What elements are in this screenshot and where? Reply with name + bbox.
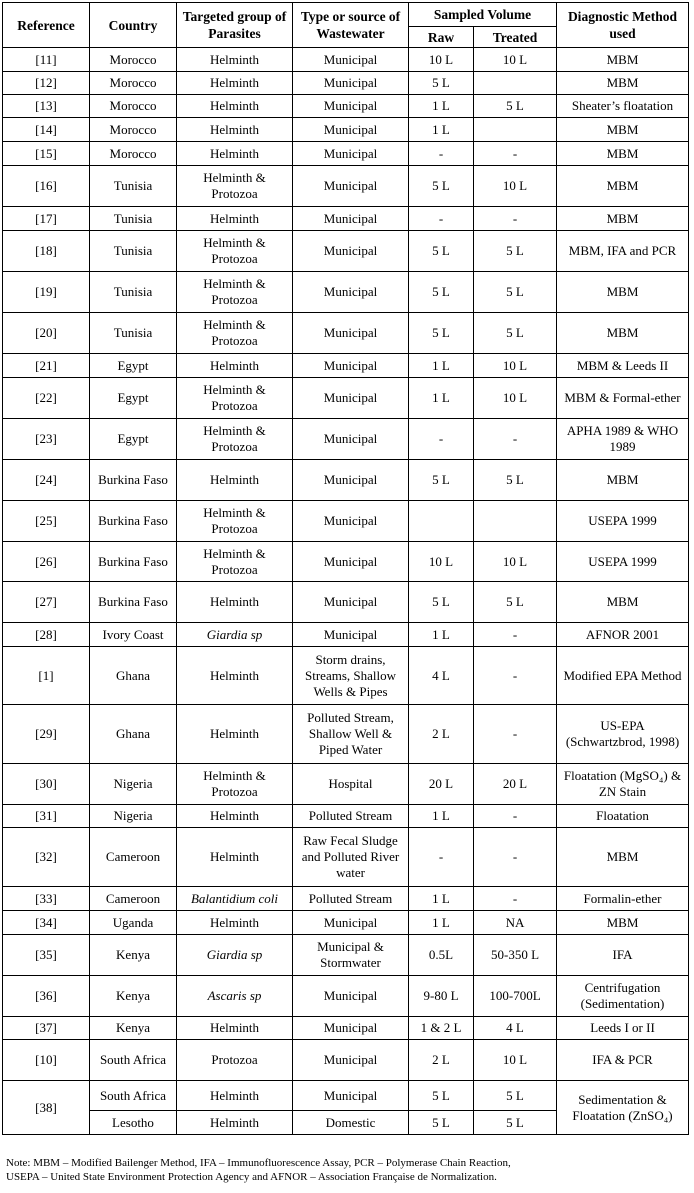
cell-raw-volume: -: [409, 207, 474, 231]
cell-raw-volume: 1 & 2 L: [409, 1017, 474, 1040]
cell-wastewater-type: Municipal: [293, 142, 409, 166]
cell-targeted-group: Helminth: [177, 582, 293, 623]
cell-diagnostic-method: USEPA 1999: [557, 542, 689, 582]
cell-raw-volume: 1 L: [409, 378, 474, 419]
cell-targeted-group: Helminth: [177, 72, 293, 95]
cell-wastewater-type: Municipal: [293, 118, 409, 142]
cell-diagnostic-method: APHA 1989 & WHO 1989: [557, 419, 689, 460]
cell-raw-volume: 0.5L: [409, 935, 474, 976]
cell-reference: [11]: [3, 48, 90, 72]
cell-diagnostic-method: MBM: [557, 582, 689, 623]
cell-reference: [27]: [3, 582, 90, 623]
cell-treated-volume: -: [474, 142, 557, 166]
header-targeted-group: Targeted group of Parasites: [177, 3, 293, 48]
cell-targeted-group: Helminth: [177, 48, 293, 72]
cell-treated-volume: 10 L: [474, 166, 557, 207]
cell-diagnostic-method: Modified EPA Method: [557, 647, 689, 705]
cell-reference: [15]: [3, 142, 90, 166]
cell-wastewater-type: Municipal: [293, 911, 409, 935]
cell-raw-volume: 1 L: [409, 911, 474, 935]
table-row: [3, 935, 689, 976]
cell-country: South Africa: [90, 1081, 177, 1111]
footnote-line-1: Note: MBM – Modified Bailenger Method, IFA – Immunofluorescence Assay, PCR – Polymerase Chain Reaction,: [6, 1157, 511, 1169]
cell-country: Burkina Faso: [90, 501, 177, 542]
cell-reference: [25]: [3, 501, 90, 542]
cell-wastewater-type: Municipal: [293, 419, 409, 460]
cell-country: Ivory Coast: [90, 623, 177, 647]
cell-treated-volume: 5 L: [474, 582, 557, 623]
cell-diagnostic-method: AFNOR 2001: [557, 623, 689, 647]
header-diagnostic-method: Diagnostic Method used: [557, 3, 689, 48]
cell-targeted-group: Helminth: [177, 207, 293, 231]
cell-country: Tunisia: [90, 231, 177, 272]
table-row: [3, 1040, 689, 1081]
cell-raw-volume: 5 L: [409, 582, 474, 623]
cell-diagnostic-method: Centrifugation (Sedimentation): [557, 976, 689, 1017]
table-footnote: [6, 1156, 690, 1184]
cell-diagnostic-method: MBM: [557, 142, 689, 166]
cell-diagnostic-method: MBM: [557, 118, 689, 142]
table-row: [3, 1081, 689, 1111]
cell-raw-volume: 1 L: [409, 623, 474, 647]
table-row: [3, 460, 689, 501]
table-row: [3, 647, 689, 705]
cell-raw-volume: 1 L: [409, 95, 474, 118]
cell-raw-volume: 1 L: [409, 887, 474, 911]
header-raw: Raw: [409, 27, 474, 48]
cell-targeted-group: Helminth & Protozoa: [177, 542, 293, 582]
cell-treated-volume: -: [474, 623, 557, 647]
cell-wastewater-type: Municipal: [293, 231, 409, 272]
cell-raw-volume: 2 L: [409, 1040, 474, 1081]
cell-treated-volume: [474, 118, 557, 142]
cell-raw-volume: -: [409, 419, 474, 460]
header-country: Country: [90, 3, 177, 48]
cell-wastewater-type: Municipal: [293, 623, 409, 647]
cell-wastewater-type: Polluted Stream: [293, 805, 409, 828]
cell-reference: [37]: [3, 1017, 90, 1040]
cell-wastewater-type: Municipal: [293, 378, 409, 419]
cell-raw-volume: -: [409, 142, 474, 166]
cell-country: South Africa: [90, 1040, 177, 1081]
cell-country: Morocco: [90, 72, 177, 95]
cell-country: Egypt: [90, 378, 177, 419]
cell-targeted-group: Helminth & Protozoa: [177, 231, 293, 272]
table-row: [3, 582, 689, 623]
cell-targeted-group: Helminth: [177, 1017, 293, 1040]
table-row: [3, 976, 689, 1017]
cell-wastewater-type: Municipal: [293, 95, 409, 118]
table-row: [3, 72, 689, 95]
table-row: [3, 911, 689, 935]
cell-raw-volume: 9-80 L: [409, 976, 474, 1017]
cell-wastewater-type: Municipal: [293, 166, 409, 207]
table-row: [3, 828, 689, 887]
cell-country: Cameroon: [90, 828, 177, 887]
cell-raw-volume: 10 L: [409, 542, 474, 582]
cell-reference: [10]: [3, 1040, 90, 1081]
cell-raw-volume: 5 L: [409, 1111, 474, 1135]
cell-country: Uganda: [90, 911, 177, 935]
table-row: [3, 542, 689, 582]
cell-wastewater-type: Municipal: [293, 1017, 409, 1040]
cell-country: Nigeria: [90, 764, 177, 805]
cell-reference: [12]: [3, 72, 90, 95]
cell-treated-volume: 10 L: [474, 1040, 557, 1081]
cell-raw-volume: 5 L: [409, 72, 474, 95]
cell-targeted-group: Helminth & Protozoa: [177, 166, 293, 207]
cell-wastewater-type: Municipal: [293, 72, 409, 95]
cell-treated-volume: 5 L: [474, 460, 557, 501]
table-body: [3, 48, 689, 1135]
cell-wastewater-type: Municipal: [293, 976, 409, 1017]
header-wastewater-type: Type or source of Wastewater: [293, 3, 409, 48]
table-row: [3, 142, 689, 166]
cell-country: Burkina Faso: [90, 542, 177, 582]
cell-raw-volume: 5 L: [409, 166, 474, 207]
cell-wastewater-type: Municipal: [293, 207, 409, 231]
cell-country: Tunisia: [90, 207, 177, 231]
cell-treated-volume: -: [474, 887, 557, 911]
cell-treated-volume: -: [474, 705, 557, 764]
cell-diagnostic-method: MBM: [557, 72, 689, 95]
cell-country: Kenya: [90, 976, 177, 1017]
header-reference: Reference: [3, 3, 90, 48]
cell-diagnostic-method: MBM & Formal-ether: [557, 378, 689, 419]
cell-country: Tunisia: [90, 272, 177, 313]
cell-raw-volume: 2 L: [409, 705, 474, 764]
footnote-line-2: USEPA – United State Environment Protection Agency and AFNOR – Association Française de Normalization.: [6, 1171, 497, 1183]
cell-diagnostic-method: MBM, IFA and PCR: [557, 231, 689, 272]
cell-wastewater-type: Municipal: [293, 48, 409, 72]
cell-treated-volume: -: [474, 207, 557, 231]
cell-country: Nigeria: [90, 805, 177, 828]
cell-treated-volume: 50-350 L: [474, 935, 557, 976]
table-row: [3, 764, 689, 805]
cell-country: Morocco: [90, 142, 177, 166]
cell-treated-volume: -: [474, 828, 557, 887]
cell-reference: [32]: [3, 828, 90, 887]
cell-reference: [14]: [3, 118, 90, 142]
cell-targeted-group: Helminth: [177, 1081, 293, 1111]
cell-wastewater-type: Municipal: [293, 1081, 409, 1111]
table-row: [3, 118, 689, 142]
cell-reference: [29]: [3, 705, 90, 764]
cell-targeted-group: Helminth: [177, 118, 293, 142]
table-row: [3, 705, 689, 764]
cell-targeted-group: Balantidium coli: [177, 887, 293, 911]
cell-reference: [16]: [3, 166, 90, 207]
cell-targeted-group: Helminth & Protozoa: [177, 419, 293, 460]
cell-reference: [20]: [3, 313, 90, 354]
cell-treated-volume: 5 L: [474, 272, 557, 313]
cell-targeted-group: Helminth: [177, 354, 293, 378]
cell-reference: [38]: [3, 1081, 90, 1135]
cell-treated-volume: 5 L: [474, 1111, 557, 1135]
cell-targeted-group: Helminth & Protozoa: [177, 764, 293, 805]
cell-targeted-group: Helminth: [177, 1111, 293, 1135]
cell-targeted-group: Helminth & Protozoa: [177, 272, 293, 313]
cell-treated-volume: 10 L: [474, 378, 557, 419]
cell-diagnostic-method: IFA & PCR: [557, 1040, 689, 1081]
table-row: [3, 805, 689, 828]
table-row: [3, 378, 689, 419]
cell-targeted-group: Helminth: [177, 647, 293, 705]
cell-wastewater-type: Municipal: [293, 1040, 409, 1081]
cell-raw-volume: 1 L: [409, 354, 474, 378]
cell-reference: [31]: [3, 805, 90, 828]
table-row: [3, 231, 689, 272]
cell-treated-volume: [474, 72, 557, 95]
cell-wastewater-type: Municipal: [293, 313, 409, 354]
cell-reference: [21]: [3, 354, 90, 378]
cell-treated-volume: 10 L: [474, 542, 557, 582]
cell-treated-volume: 5 L: [474, 313, 557, 354]
table-row: [3, 501, 689, 542]
cell-reference: [30]: [3, 764, 90, 805]
cell-wastewater-type: Hospital: [293, 764, 409, 805]
cell-country: Cameroon: [90, 887, 177, 911]
cell-reference: [1]: [3, 647, 90, 705]
cell-targeted-group: Giardia sp: [177, 935, 293, 976]
parasite-methods-table: [2, 2, 689, 1135]
cell-wastewater-type: Municipal: [293, 354, 409, 378]
cell-raw-volume: 5 L: [409, 460, 474, 501]
table-row: [3, 95, 689, 118]
cell-diagnostic-method: MBM: [557, 272, 689, 313]
cell-diagnostic-method: USEPA 1999: [557, 501, 689, 542]
cell-diagnostic-method: MBM: [557, 207, 689, 231]
table-row: [3, 313, 689, 354]
cell-reference: [17]: [3, 207, 90, 231]
table-row: [3, 207, 689, 231]
cell-reference: [26]: [3, 542, 90, 582]
cell-country: Tunisia: [90, 166, 177, 207]
cell-wastewater-type: Municipal: [293, 542, 409, 582]
cell-wastewater-type: Storm drains, Streams, Shallow Wells & Pipes: [293, 647, 409, 705]
cell-treated-volume: 10 L: [474, 48, 557, 72]
cell-targeted-group: Helminth: [177, 805, 293, 828]
cell-treated-volume: NA: [474, 911, 557, 935]
cell-country: Burkina Faso: [90, 582, 177, 623]
cell-country: Kenya: [90, 1017, 177, 1040]
cell-treated-volume: -: [474, 419, 557, 460]
cell-raw-volume: [409, 501, 474, 542]
cell-country: Egypt: [90, 419, 177, 460]
cell-wastewater-type: Municipal: [293, 582, 409, 623]
cell-treated-volume: 4 L: [474, 1017, 557, 1040]
table-row: [3, 419, 689, 460]
cell-diagnostic-method: MBM & Leeds II: [557, 354, 689, 378]
header-row-top: [3, 3, 689, 27]
cell-raw-volume: 20 L: [409, 764, 474, 805]
cell-diagnostic-method: Leeds I or II: [557, 1017, 689, 1040]
cell-diagnostic-method: US-EPA (Schwartzbrod, 1998): [557, 705, 689, 764]
cell-raw-volume: 1 L: [409, 805, 474, 828]
table-row: [3, 1017, 689, 1040]
cell-reference: [24]: [3, 460, 90, 501]
cell-wastewater-type: Municipal: [293, 460, 409, 501]
cell-reference: [23]: [3, 419, 90, 460]
cell-targeted-group: Protozoa: [177, 1040, 293, 1081]
table-row: [3, 166, 689, 207]
cell-targeted-group: Ascaris sp: [177, 976, 293, 1017]
cell-wastewater-type: Municipal & Stormwater: [293, 935, 409, 976]
cell-country: Kenya: [90, 935, 177, 976]
cell-diagnostic-method: MBM: [557, 828, 689, 887]
cell-targeted-group: Helminth: [177, 705, 293, 764]
cell-country: Morocco: [90, 48, 177, 72]
cell-raw-volume: -: [409, 828, 474, 887]
cell-country: Egypt: [90, 354, 177, 378]
cell-targeted-group: Helminth: [177, 95, 293, 118]
table-row: [3, 623, 689, 647]
cell-country: Morocco: [90, 95, 177, 118]
table-row: [3, 354, 689, 378]
table-row: [3, 48, 689, 72]
cell-country: Burkina Faso: [90, 460, 177, 501]
cell-targeted-group: Helminth & Protozoa: [177, 501, 293, 542]
cell-reference: [13]: [3, 95, 90, 118]
cell-treated-volume: 100-700L: [474, 976, 557, 1017]
cell-raw-volume: 5 L: [409, 231, 474, 272]
cell-treated-volume: 5 L: [474, 95, 557, 118]
cell-targeted-group: Helminth: [177, 460, 293, 501]
cell-raw-volume: 10 L: [409, 48, 474, 72]
cell-reference: [35]: [3, 935, 90, 976]
cell-reference: [28]: [3, 623, 90, 647]
cell-treated-volume: 10 L: [474, 354, 557, 378]
cell-wastewater-type: Polluted Stream: [293, 887, 409, 911]
cell-treated-volume: 20 L: [474, 764, 557, 805]
cell-wastewater-type: Polluted Stream, Shallow Well & Piped Water: [293, 705, 409, 764]
cell-treated-volume: -: [474, 647, 557, 705]
cell-targeted-group: Helminth: [177, 828, 293, 887]
cell-reference: [22]: [3, 378, 90, 419]
cell-country: Ghana: [90, 647, 177, 705]
cell-diagnostic-method: IFA: [557, 935, 689, 976]
cell-raw-volume: 5 L: [409, 313, 474, 354]
cell-wastewater-type: Raw Fecal Sludge and Polluted River water: [293, 828, 409, 887]
cell-diagnostic-method: Sedimentation & Floatation (ZnSO₄): [557, 1081, 689, 1135]
cell-targeted-group: Helminth & Protozoa: [177, 313, 293, 354]
cell-reference: [19]: [3, 272, 90, 313]
cell-treated-volume: [474, 501, 557, 542]
cell-diagnostic-method: MBM: [557, 460, 689, 501]
cell-country: Ghana: [90, 705, 177, 764]
table-row: [3, 887, 689, 911]
cell-treated-volume: -: [474, 805, 557, 828]
cell-reference: [33]: [3, 887, 90, 911]
cell-country: Lesotho: [90, 1111, 177, 1135]
cell-targeted-group: Helminth: [177, 911, 293, 935]
cell-diagnostic-method: Floatation: [557, 805, 689, 828]
cell-wastewater-type: Municipal: [293, 272, 409, 313]
cell-diagnostic-method: Sheater’s floatation: [557, 95, 689, 118]
cell-diagnostic-method: MBM: [557, 313, 689, 354]
header-treated: Treated: [474, 27, 557, 48]
cell-country: Tunisia: [90, 313, 177, 354]
cell-diagnostic-method: MBM: [557, 166, 689, 207]
cell-targeted-group: Helminth: [177, 142, 293, 166]
cell-treated-volume: 5 L: [474, 1081, 557, 1111]
cell-raw-volume: 4 L: [409, 647, 474, 705]
cell-reference: [36]: [3, 976, 90, 1017]
cell-reference: [34]: [3, 911, 90, 935]
cell-country: Morocco: [90, 118, 177, 142]
cell-raw-volume: 1 L: [409, 118, 474, 142]
cell-wastewater-type: Municipal: [293, 501, 409, 542]
table-row: [3, 272, 689, 313]
cell-targeted-group: Giardia sp: [177, 623, 293, 647]
header-sampled-volume: Sampled Volume: [409, 3, 557, 27]
cell-reference: [18]: [3, 231, 90, 272]
cell-raw-volume: 5 L: [409, 272, 474, 313]
cell-diagnostic-method: MBM: [557, 48, 689, 72]
cell-wastewater-type: Domestic: [293, 1111, 409, 1135]
cell-diagnostic-method: Formalin-ether: [557, 887, 689, 911]
cell-raw-volume: 5 L: [409, 1081, 474, 1111]
cell-targeted-group: Helminth & Protozoa: [177, 378, 293, 419]
cell-diagnostic-method: Floatation (MgSO₄) & ZN Stain: [557, 764, 689, 805]
cell-treated-volume: 5 L: [474, 231, 557, 272]
cell-diagnostic-method: MBM: [557, 911, 689, 935]
